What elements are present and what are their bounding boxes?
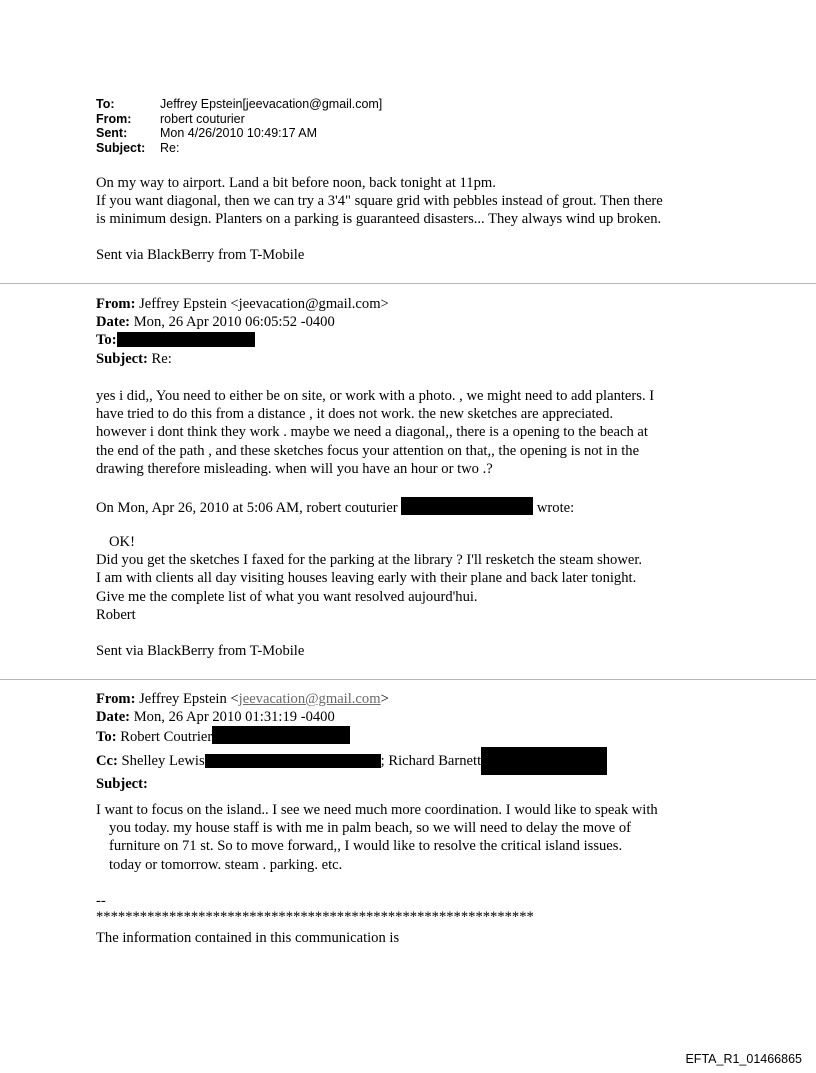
message-2-body xyxy=(96,387,654,478)
subject-label: Subject: xyxy=(96,140,146,155)
body-line: you today. my house staff is with me in palm beach, so we will need to delay the move of xyxy=(109,820,632,837)
from-text-end: > xyxy=(380,691,389,707)
message-3-body xyxy=(96,801,658,874)
signature-block xyxy=(96,893,534,925)
message-2-signature: Sent via BlackBerry from T-Mobile xyxy=(96,643,305,659)
email-link[interactable]: jeevacation@gmail.com xyxy=(238,691,381,707)
from-label: From: xyxy=(96,111,132,126)
sent-label: Sent: xyxy=(96,126,128,141)
body-line: On my way to airport. Land a bit before noon, back tonight at 11pm. xyxy=(96,175,496,191)
body-line: however i dont think they work . maybe we need a diagonal,, there is a opening to the beach at xyxy=(96,424,648,441)
quoted-message xyxy=(96,533,642,624)
cc-label: Cc: xyxy=(96,752,118,769)
from-text: Jeffrey Epstein < xyxy=(139,691,239,707)
separator-line xyxy=(0,283,816,284)
sent-value: Mon 4/26/2010 10:49:17 AM xyxy=(160,126,318,141)
cc-name: ; Richard Barnett xyxy=(380,752,482,769)
redaction-box xyxy=(205,754,381,768)
separator-line xyxy=(0,679,816,680)
body-line: I want to focus on the island.. I see we need much more coordination. I would like to speak with xyxy=(96,802,658,818)
quote-ok: OK! xyxy=(109,534,135,550)
email-header xyxy=(96,97,382,155)
body-line: If you want diagonal, then we can try a 3'4" square grid with pebbles instead of grout. Then there xyxy=(96,193,663,210)
from-label: From: xyxy=(96,691,136,707)
header-to-row xyxy=(96,97,382,112)
signature-dashes: -- xyxy=(96,893,106,909)
redaction-box xyxy=(401,497,533,515)
quote-line: I am with clients all day visiting houses leaving early with their plane and back later tonight. xyxy=(96,570,637,587)
header-subject-row xyxy=(96,141,382,156)
date-value: Mon, 26 Apr 2010 06:05:52 -0400 xyxy=(133,314,335,331)
body-line: drawing therefore misleading. when will you have an hour or two .? xyxy=(96,460,493,477)
message-1-body xyxy=(96,174,663,229)
body-line: yes i did,, You need to either be on site, or work with a photo. , we might need to add planters. I xyxy=(96,388,655,404)
body-line: today or tomorrow. steam . parking. etc. xyxy=(109,856,343,873)
quote-intro-wrote: wrote: xyxy=(536,500,575,516)
from-value: robert couturier xyxy=(160,111,245,126)
from-value: Jeffrey Epstein <jeevacation@gmail.com> xyxy=(139,296,389,312)
date-label: Date: xyxy=(96,314,131,331)
quote-line: Give me the complete list of what you want resolved aujourd'hui. xyxy=(96,588,478,605)
message-3-header xyxy=(96,690,607,793)
body-line: furniture on 71 st. So to move forward,, I would like to resolve the critical island issues. xyxy=(109,838,623,855)
redaction-box xyxy=(481,747,607,775)
body-line: is minimum design. Planters on a parking is guaranteed disasters... They always wind up broken. xyxy=(96,211,662,228)
message-1-signature: Sent via BlackBerry from T-Mobile xyxy=(96,247,305,263)
subject-label: Subject: xyxy=(96,350,148,367)
redaction-box xyxy=(117,332,255,347)
to-label: To: xyxy=(96,97,115,111)
subject-label: Subject: xyxy=(96,775,148,792)
to-value: Jeffrey Epstein[jeevacation@gmail.com] xyxy=(160,97,383,111)
date-value: Mon, 26 Apr 2010 01:31:19 -0400 xyxy=(133,709,335,726)
subject-value: Re: xyxy=(160,140,180,155)
asterisk-divider: ************************************************************ xyxy=(96,909,534,925)
to-label: To: xyxy=(96,332,117,349)
header-sent-row xyxy=(96,126,382,141)
from-label: From: xyxy=(96,296,136,312)
body-line: have tried to do this from a distance , it does not work. the new sketches are appreciated. xyxy=(96,406,614,423)
to-value: Robert Coutrier xyxy=(120,729,213,746)
quote-intro-text: On Mon, Apr 26, 2010 at 5:06 AM, robert couturier xyxy=(96,500,398,516)
subject-value: Re: xyxy=(151,350,172,367)
redaction-box xyxy=(212,726,350,744)
quote-line: Robert xyxy=(96,606,136,623)
quote-line: Did you get the sketches I faxed for the parking at the library ? I'll resketch the steam shower. xyxy=(96,552,643,569)
message-2-header xyxy=(96,295,389,368)
date-label: Date: xyxy=(96,709,131,726)
quote-intro xyxy=(96,497,574,517)
body-line: the end of the path , and these sketches focus your attention on that,, the opening is not in the xyxy=(96,442,640,459)
document-id: EFTA_R1_01466865 xyxy=(685,1052,802,1066)
disclaimer-text: The information contained in this communication is xyxy=(96,930,400,946)
cc-name: Shelley Lewis xyxy=(121,752,205,769)
to-label: To: xyxy=(96,729,117,746)
header-from-row xyxy=(96,112,382,127)
